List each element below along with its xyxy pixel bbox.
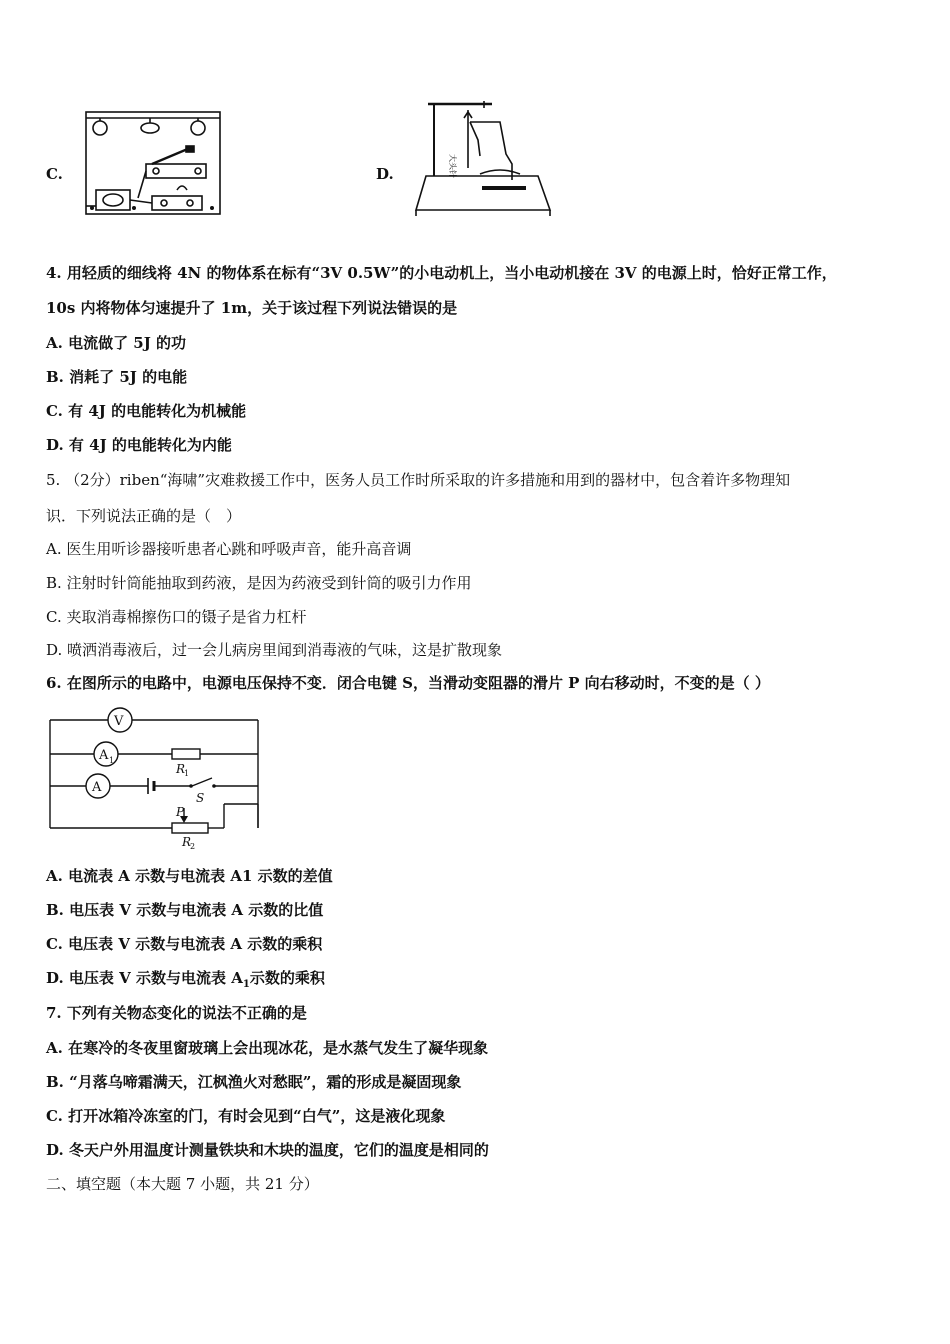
resistor-r1-label: R — [176, 762, 186, 776]
q6-option-d-suffix: 示数的乘积 — [249, 969, 325, 987]
q6-option-d-prefix: D. 电压表 V 示数与电流表 A — [46, 969, 243, 987]
ammeter-a1-label: A — [99, 748, 109, 763]
figure-d-pin-label: 大头针 — [448, 154, 457, 178]
figure-option-d-label: D. — [376, 165, 394, 183]
q4-option-a: A. 电流做了 5J 的功 — [46, 334, 187, 352]
q7-stem: 7. 下列有关物态变化的说法不正确的是 — [46, 1004, 307, 1022]
voltmeter-v-label: V — [114, 714, 124, 729]
ammeter-a1-subscript: 1 — [109, 756, 115, 765]
q5-option-d: D. 喷洒消毒液后，过一会儿病房里闻到消毒液的气味，这是扩散现象 — [46, 641, 503, 659]
q5-stem-line1: 5. （2分）riben“海啸”灾难救援工作中，医务人员工作时所采取的许多措施和用到的器材中，包含着许多物理知 — [46, 471, 791, 489]
figure-option-c-label: C. — [46, 165, 63, 183]
resistor-r1-subscript: 1 — [184, 769, 190, 778]
q5-option-a: A. 医生用听诊器接听患者心跳和呼吸声音，能升高音调 — [46, 540, 412, 558]
rheostat-r2-subscript: 2 — [190, 842, 196, 851]
q7-option-c: C. 打开冰箱冷冻室的门，有时会见到“白气”，这是液化现象 — [46, 1107, 446, 1125]
figure-c-circuit-board — [82, 108, 224, 218]
q5-option-c: C. 夹取消毒棉擦伤口的镊子是省力杠杆 — [46, 608, 307, 626]
q4-option-c: C. 有 4J 的电能转化为机械能 — [46, 402, 247, 420]
q5-stem-line2: 识．下列说法正确的是（ ） — [46, 507, 242, 525]
q4-option-d: D. 有 4J 的电能转化为内能 — [46, 436, 232, 454]
rheostat-r2-label: R — [182, 835, 192, 849]
q6-option-d — [46, 968, 325, 995]
switch-s-label: S — [196, 791, 205, 805]
q6-stem: 6. 在图所示的电路中，电源电压保持不变．闭合电键 S，当滑动变阻器的滑片 P 向右移动时，不变的是（ ） — [46, 674, 770, 692]
q4-stem-line1: 4. 用轻质的细线将 4N 的物体系在标有“3V 0.5W”的小电动机上，当小电动机接在 3V 的电源上时，恰好正常工作， — [46, 264, 837, 282]
q4-option-b: B. 消耗了 5J 的电能 — [46, 368, 188, 386]
ammeter-a-label: A — [92, 780, 102, 795]
slider-p-label: P — [176, 805, 185, 819]
q6-option-a: A. 电流表 A 示数与电流表 A1 示数的差值 — [46, 867, 333, 885]
q5-option-b: B. 注射时针筒能抽取到药液，是因为药液受到针筒的吸引力作用 — [46, 574, 472, 592]
q7-option-b: B. “月落乌啼霜满天，江枫渔火对愁眠”，霜的形成是凝固现象 — [46, 1073, 462, 1091]
q7-option-d: D. 冬天户外用温度计测量铁块和木块的温度，它们的温度是相同的 — [46, 1141, 489, 1159]
q4-stem-line2: 10s 内将物体匀速提升了 1m，关于该过程下列说法错误的是 — [46, 299, 458, 317]
q6-option-c: C. 电压表 V 示数与电流表 A 示数的乘积 — [46, 935, 323, 953]
q6-option-d-subscript: 1 — [242, 979, 250, 990]
q6-circuit-diagram — [46, 704, 262, 851]
q7-option-a: A. 在寒冷的冬夜里窗玻璃上会出现冰花，是水蒸气发生了凝华现象 — [46, 1039, 489, 1057]
q6-option-b: B. 电压表 V 示数与电流表 A 示数的比值 — [46, 901, 324, 919]
figure-d-stand-apparatus — [408, 100, 558, 218]
section-2-heading: 二、填空题（本大题 7 小题，共 21 分） — [46, 1175, 319, 1193]
